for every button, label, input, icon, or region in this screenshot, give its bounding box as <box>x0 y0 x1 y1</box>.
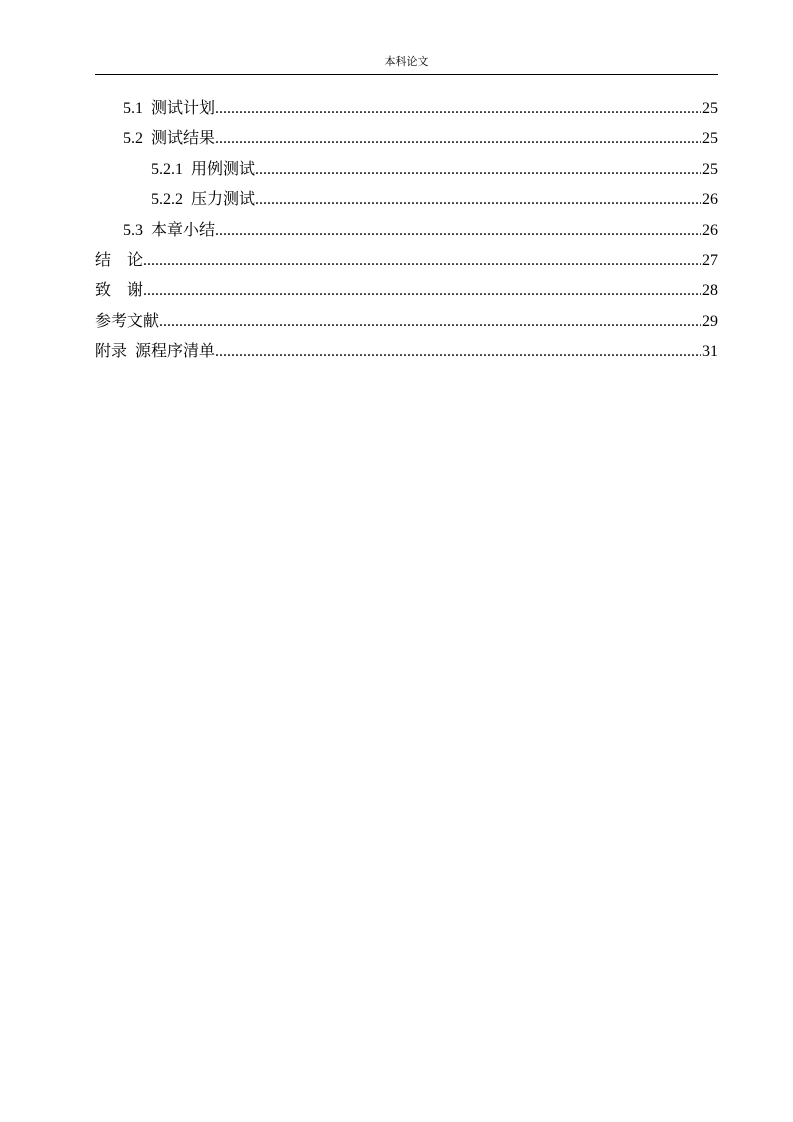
toc-entry-5-2-2[interactable] <box>95 185 718 215</box>
toc-entry-title: 结 论 <box>95 251 144 269</box>
toc-page-number: 28 <box>702 282 718 300</box>
toc-entry-title: 附录 源程序清单 <box>95 343 216 361</box>
toc-page-number: 31 <box>702 343 718 361</box>
toc-dot-leader <box>143 276 701 306</box>
page-header <box>95 56 718 75</box>
toc-dot-leader <box>159 307 701 337</box>
toc-dot-leader <box>255 185 701 215</box>
toc-entry-title: 5.2.1 用例测试 <box>151 160 256 178</box>
toc-page-number: 25 <box>702 160 718 178</box>
toc-entry-appendix[interactable] <box>95 337 718 367</box>
toc-entry-acknowledgements[interactable] <box>95 276 718 306</box>
toc-entry-references[interactable] <box>95 307 718 337</box>
toc-dot-leader <box>215 124 701 154</box>
toc-entry-title: 致 谢 <box>95 282 144 300</box>
toc-entry-title: 5.2.2 压力测试 <box>151 191 256 209</box>
toc-entry-5-3[interactable] <box>95 216 718 246</box>
toc-dot-leader <box>215 337 701 367</box>
toc-entry-title: 5.2 测试结果 <box>123 130 216 148</box>
toc-page-number: 27 <box>702 251 718 269</box>
header-title: 本科论文 <box>384 56 429 68</box>
toc-dot-leader <box>215 94 701 124</box>
toc-page-number: 25 <box>702 100 718 117</box>
toc-dot-leader <box>255 155 701 185</box>
toc-dot-leader <box>215 216 701 246</box>
toc-page-number: 26 <box>702 191 718 209</box>
toc-dot-leader <box>143 246 701 276</box>
toc-page-number: 26 <box>702 221 718 239</box>
toc-entry-title: 5.1 测试计划 <box>123 100 216 117</box>
toc-page-number: 29 <box>702 312 718 330</box>
toc-entry-5-2[interactable] <box>95 124 718 154</box>
toc-entry-5-1[interactable] <box>95 94 718 124</box>
toc-entry-title: 5.3 本章小结 <box>123 221 216 239</box>
toc-page-number: 25 <box>702 130 718 148</box>
toc-entry-title: 参考文献 <box>95 312 160 330</box>
toc-entry-5-2-1[interactable] <box>95 155 718 185</box>
table-of-contents <box>95 94 718 368</box>
toc-entry-conclusion[interactable] <box>95 246 718 276</box>
